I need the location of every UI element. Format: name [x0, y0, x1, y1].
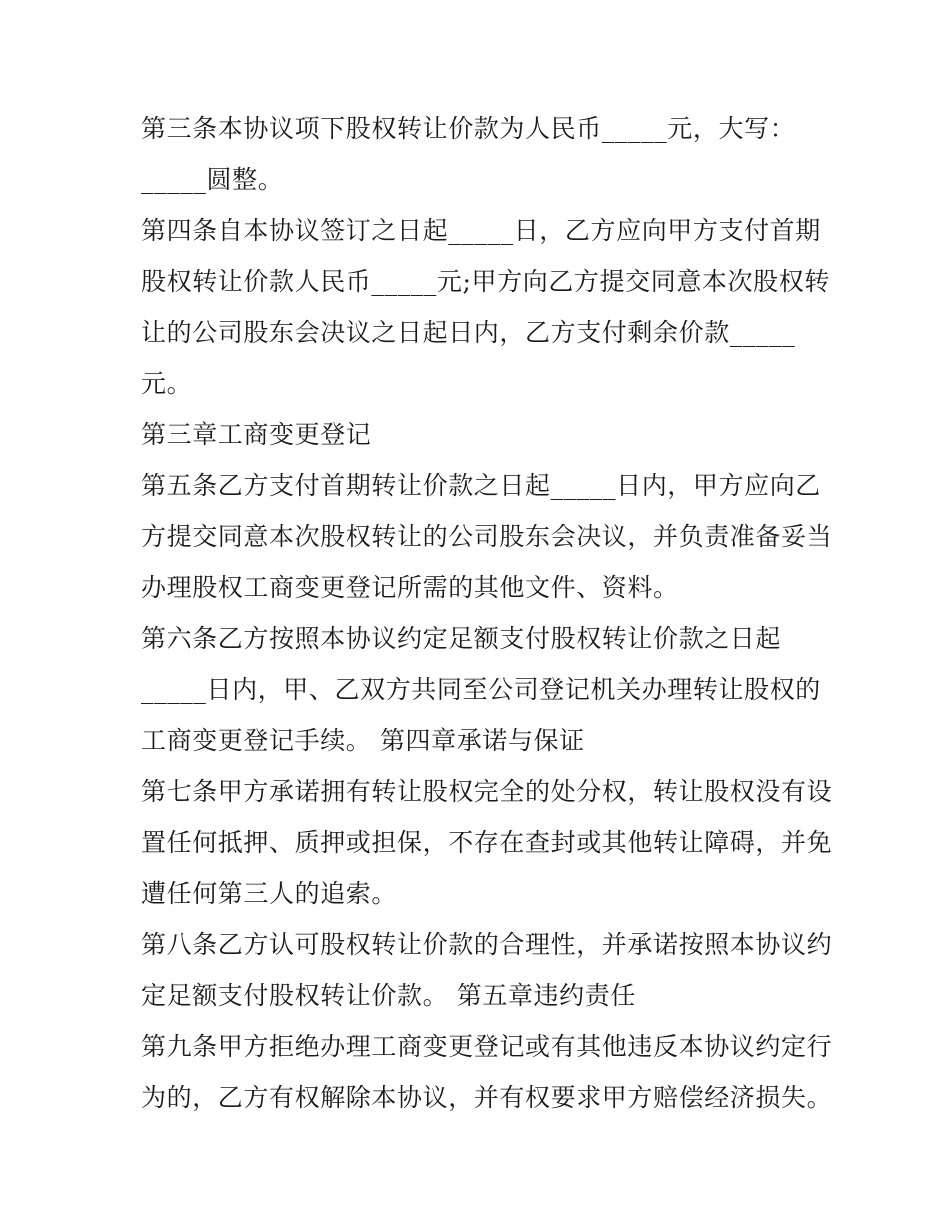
article-7-line-3: 遭任何第三人的追索。: [141, 879, 398, 908]
article-7-line-1: 第七条甲方承诺拥有转让股权完全的处分权，转让股权没有设: [141, 777, 833, 806]
chapter-3-heading: 第三章工商变更登记: [141, 420, 372, 449]
article-4-line-2: 股权转让价款人民币_____元;甲方向乙方提交同意本次股权转: [141, 267, 830, 296]
article-9-line-2: 为的，乙方有权解除本协议，并有权要求甲方赔偿经济损失。: [141, 1083, 833, 1112]
article-5-line-3: 办理股权工商变更登记所需的其他文件、资料。: [141, 573, 679, 602]
article-8-line-2: 定足额支付股权转让价款。 第五章违约责任: [141, 981, 636, 1010]
article-6-line-3: 工商变更登记手续。 第四章承诺与保证: [141, 726, 585, 755]
article-3-line-1: 第三条本协议项下股权转让价款为人民币_____元，大写：: [141, 114, 796, 143]
article-5-line-1: 第五条乙方支付首期转让价款之日起_____日内，甲方应向乙: [141, 471, 821, 500]
article-7-line-2: 置任何抵押、质押或担保，不存在查封或其他转让障碍，并免: [141, 828, 833, 857]
article-4-line-4: 元。: [141, 369, 193, 398]
article-5-line-2: 方提交同意本次股权转让的公司股东会决议，并负责准备妥当: [141, 522, 833, 551]
article-4-line-3: 让的公司股东会决议之日起日内，乙方支付剩余价款_____: [141, 318, 796, 347]
article-3-line-2: _____圆整。: [141, 165, 284, 194]
article-8-line-1: 第八条乙方认可股权转让价款的合理性，并承诺按照本协议约: [141, 930, 833, 959]
article-9-line-1: 第九条甲方拒绝办理工商变更登记或有其他违反本协议约定行: [141, 1032, 833, 1061]
article-6-line-1: 第六条乙方按照本协议约定足额支付股权转让价款之日起: [141, 624, 782, 653]
article-6-line-2: _____日内，甲、乙双方共同至公司登记机关办理转让股权的: [141, 675, 821, 704]
article-4-line-1: 第四条自本协议签订之日起_____日，乙方应向甲方支付首期: [141, 216, 821, 245]
